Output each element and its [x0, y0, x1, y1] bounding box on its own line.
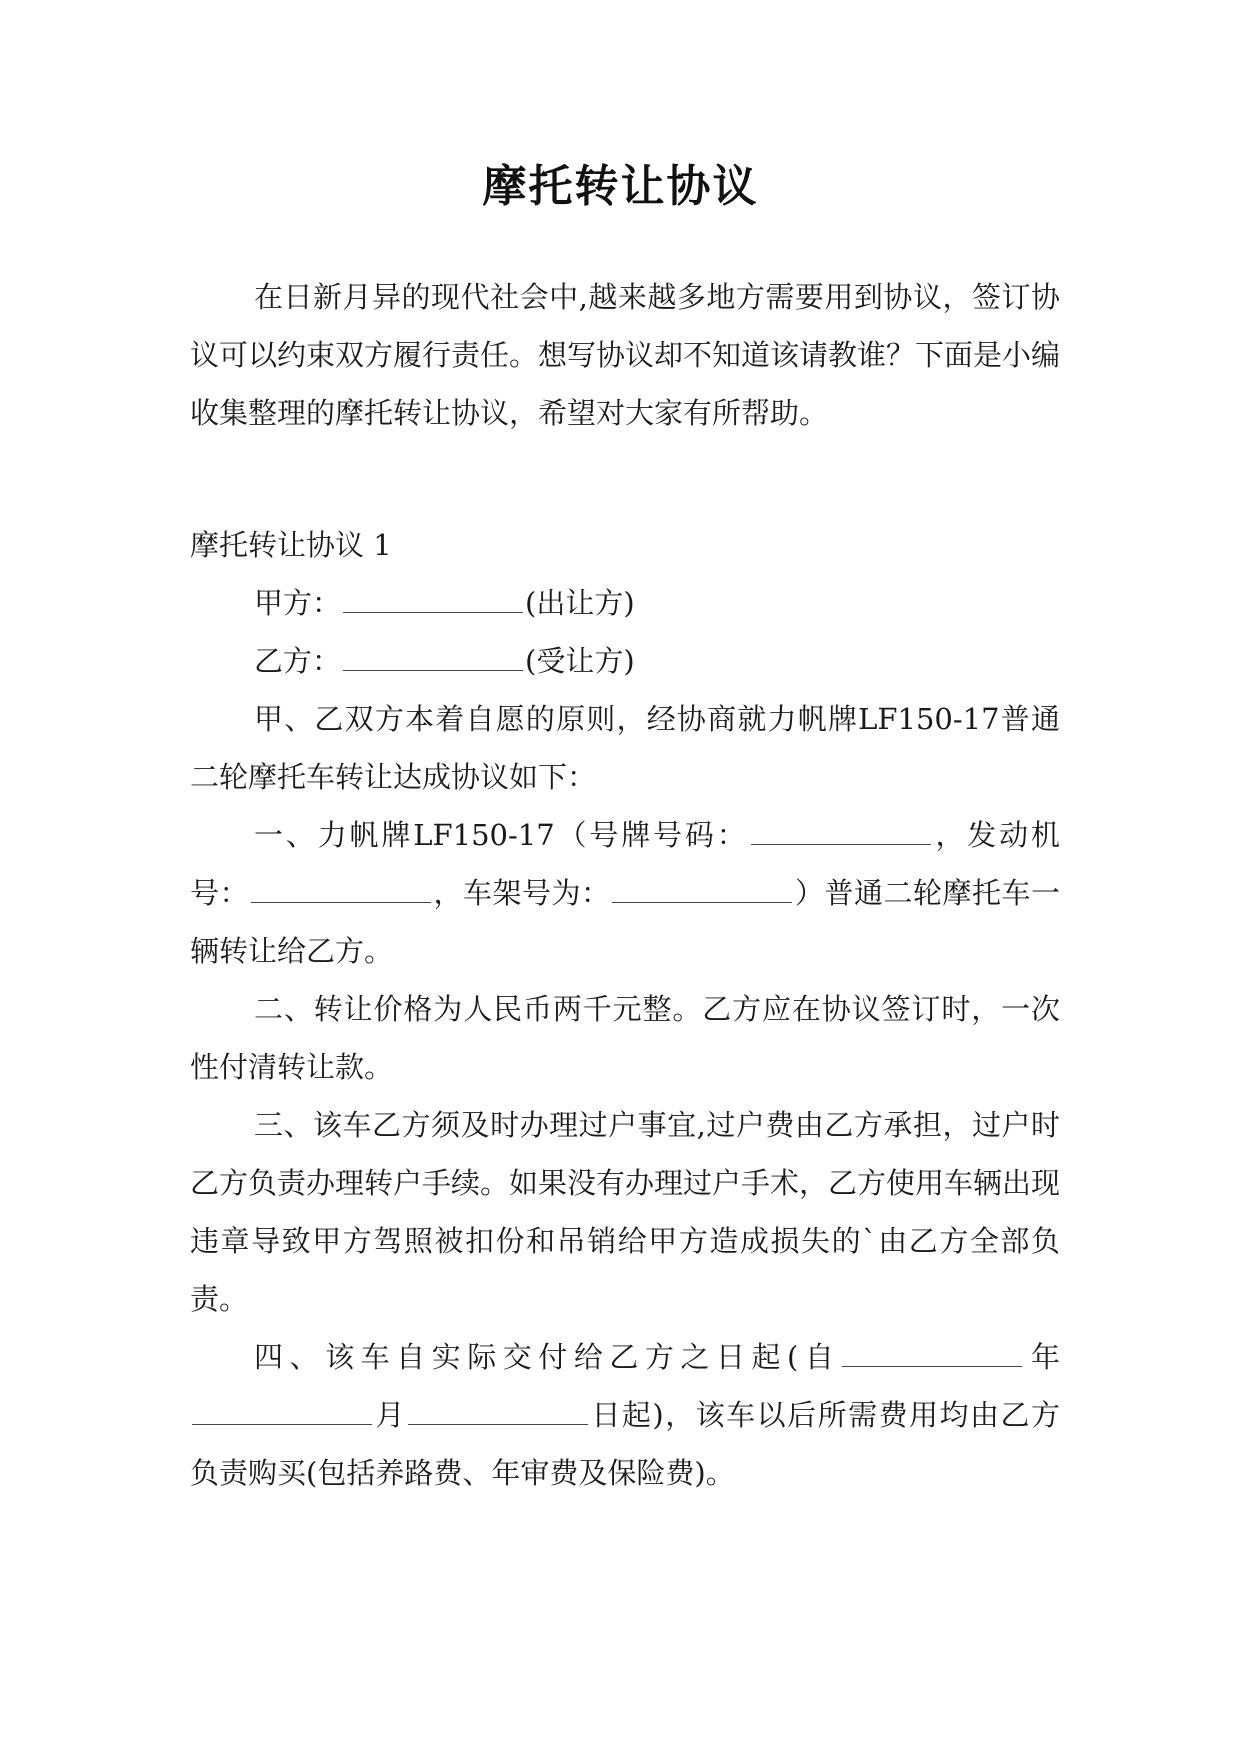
agreement-body [190, 516, 1060, 1502]
year-blank [842, 1337, 1022, 1367]
clause-4-part-1: 四、该车自实际交付给乙方之日起(自 [254, 1340, 841, 1374]
clause-4-part-2: 年 [1024, 1340, 1060, 1374]
party-b-line [190, 632, 1060, 690]
clause-4 [190, 1328, 1060, 1502]
month-blank [192, 1395, 372, 1425]
document-title: 摩托转让协议 [482, 161, 759, 212]
party-a-role: (出让方) [525, 586, 635, 620]
clause-4-part-4: 日起)，该车以后所需费用均由乙方负责购买(包括养路费、年审费及保险费)。 [190, 1398, 1060, 1490]
clause-1-part-3: ，车架号为： [433, 876, 611, 910]
party-a-line [190, 574, 1060, 632]
clause-4-part-3: 月 [374, 1398, 406, 1432]
preamble-paragraph: 甲、乙双方本着自愿的原则，经协商就力帆牌LF150-17普通二轮摩托车转让达成协议如下： [190, 702, 1060, 794]
intro-block [190, 268, 1060, 442]
section-title: 摩托转让协议 1 [190, 528, 392, 562]
plate-number-blank [751, 815, 931, 845]
intro-paragraph: 在日新月异的现代社会中,越来越多地方需要用到协议，签订协议可以约束双方履行责任。想写协议却不知道该请教谁？下面是小编收集整理的摩托转让协议，希望对大家有所帮助。 [190, 280, 1061, 430]
clause-1-part-4: ）普通二轮摩托车一辆转让给乙方。 [190, 876, 1060, 968]
frame-number-blank [612, 873, 792, 903]
clause-1 [190, 806, 1060, 980]
day-blank [408, 1395, 588, 1425]
party-a-label: 甲方： [254, 586, 342, 620]
clause-1-part-1: 一、力帆牌LF150-17（号牌号码： [254, 818, 749, 852]
party-b-role: (受让方) [525, 644, 635, 678]
party-a-blank [343, 583, 523, 613]
clause-3: 三、该车乙方须及时办理过户事宜,过户费由乙方承担，过户时乙方负责办理转户手续。如果没有办理过户手术，乙方使用车辆出现违章导致甲方驾照被扣份和吊销给甲方造成损失的`由乙方全部负责。 [190, 1108, 1061, 1316]
clause-2: 二、转让价格为人民币两千元整。乙方应在协议签订时，一次性付清转让款。 [190, 992, 1060, 1084]
party-b-label: 乙方： [254, 644, 342, 678]
clause-1-part-2: ，发动机号： [190, 818, 1060, 910]
party-b-blank [343, 641, 523, 671]
engine-number-blank [251, 873, 431, 903]
